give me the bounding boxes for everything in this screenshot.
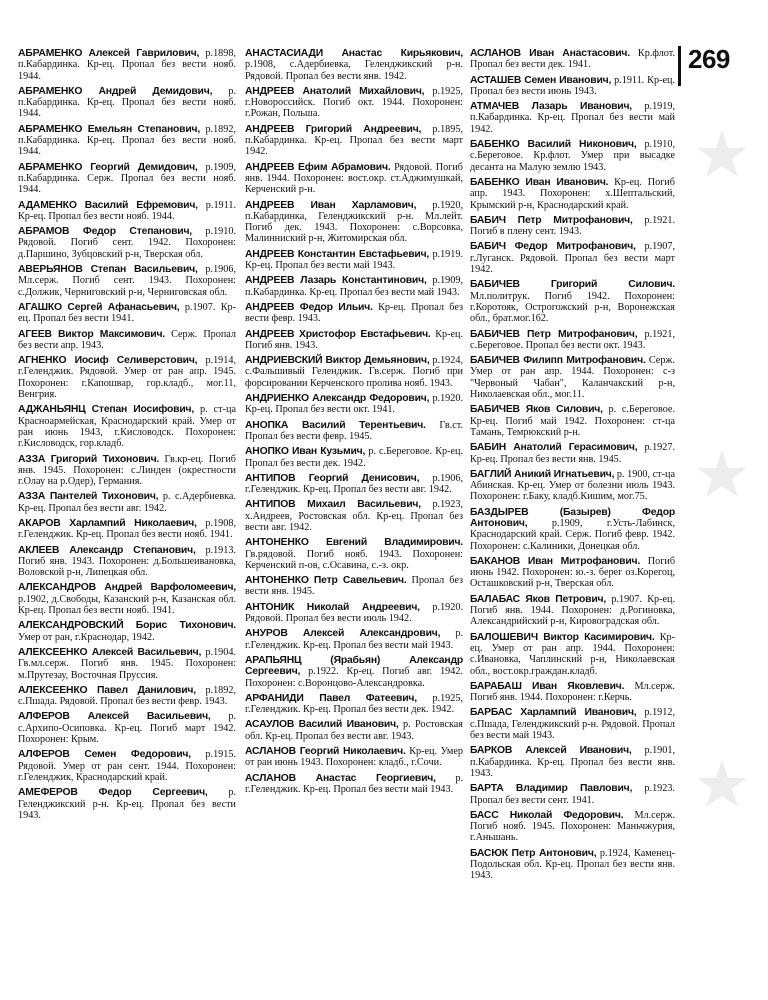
record-name: АДЖАНЬЯНЦ Степан Иосифович, bbox=[18, 404, 195, 416]
record-name: БАКАНОВ Иван Митрофанович. bbox=[470, 555, 641, 567]
record-entry bbox=[470, 681, 675, 704]
record-name: АНТОНЕНКО Петр Савельевич. bbox=[245, 575, 407, 587]
record-details: р.1892, п.Кабардинка. Кр-ец. Пропал без вести нояб. 1944. bbox=[18, 123, 236, 158]
record-details: Гв.рядовой. Погиб нояб. 1943. Похоронен: Керченский п-ов, с.Осавина, с.-з. окр. bbox=[245, 548, 463, 571]
record-name: АЛЕКСЕЕНКО Алексей Васильевич, bbox=[18, 646, 202, 658]
record-details: р. г.Геленджик. Кр-ец. Пропал без вести май 1943. bbox=[245, 628, 463, 651]
record-entry bbox=[18, 48, 236, 82]
record-name: БАСС Николай Федорович. bbox=[470, 809, 624, 821]
record-name: АНДРЕЕВ Ефим Абрамович. bbox=[245, 161, 391, 173]
record-entry bbox=[18, 647, 236, 681]
record-name: АСТАШЕВ Семен Иванович, bbox=[470, 74, 612, 86]
record-entry bbox=[18, 787, 236, 821]
record-details: Кр-ец. Погиб апр. 1943. Похоронен: х.Шептальский, Крымский р-н, Краснодарский край. bbox=[470, 176, 675, 211]
record-name: БАРАБАШ Иван Яковлевич. bbox=[470, 680, 625, 692]
record-details: Кр.флот. Пропал без вести дек. 1941. bbox=[470, 48, 675, 71]
record-name: АНТОНИК Николай Андреевич, bbox=[245, 601, 420, 613]
record-name: АНДРИЕВСКИЙ Виктор Демьянович, bbox=[245, 355, 430, 367]
record-details: р.1892, с.Пшада. Рядовой. Пропал без вести февр. 1943. bbox=[18, 684, 236, 708]
record-entry bbox=[470, 329, 675, 352]
record-name: АКАРОВ Харлампий Николаевич, bbox=[18, 517, 197, 529]
record-entry bbox=[245, 329, 463, 352]
record-entry bbox=[470, 745, 675, 779]
record-name: АЛФЕРОВ Семен Федорович, bbox=[18, 749, 191, 761]
record-name: БАБИЧЕВ Яков Силович, bbox=[470, 404, 603, 416]
record-name: АНТИПОВ Георгий Денисович, bbox=[245, 472, 420, 484]
record-details: р. 1900, ст-ца Абинская. Кр-ец. Умер от болезни июль 1943. Похоронен: г.Баку, кладб.Кишим, мог.75. bbox=[470, 468, 675, 503]
record-entry bbox=[18, 404, 236, 449]
record-details: р.1907. Кр-ец. Пропал без вести 1941. bbox=[18, 301, 236, 325]
record-name: АКЛЕЕВ Александр Степанович, bbox=[18, 544, 196, 556]
record-entry bbox=[245, 249, 463, 272]
record-entry bbox=[18, 454, 236, 488]
record-details: р.1902, д.Свободы, Казанский р-н, Казанская обл. Кр-ец. Пропал без вести нояб. 1941. bbox=[18, 593, 236, 617]
record-name: БАБЕНКО Иван Иванович. bbox=[470, 176, 609, 188]
record-details: р.1914, г.Геленджик. Рядовой. Умер от ран апр. 1945. Похоронен: г.Капошвар, гор.кладб., мог.11, Венгрия. bbox=[18, 355, 236, 401]
record-details: р.1910. Рядовой. Погиб сент. 1942. Похоронен: д.Паршино, Зубцовский р-н, Тверская обл. bbox=[18, 226, 236, 260]
record-details: р.1906, г.Геленджик. Кр-ец. Пропал без вести авг. 1942. bbox=[245, 472, 463, 496]
record-details: Кр-ец. Умер от ран июнь 1943. Похоронен: кладб., г.Сочи. bbox=[245, 746, 463, 769]
record-name: АСЛАНОВ Иван Анастасович. bbox=[470, 48, 630, 59]
record-details: р.1919, п.Кабардинка. Кр-ец. Пропал без вести май 1942. bbox=[470, 101, 675, 135]
record-entry bbox=[245, 393, 463, 416]
record-details: р. г.Геленджик. Кр-ец. Пропал без вести май 1943. bbox=[245, 772, 463, 795]
record-entry bbox=[245, 275, 463, 298]
record-details: р.1927. Кр-ец. Пропал без вести янв. 1945. bbox=[470, 442, 675, 465]
record-name: БАБИЧ Петр Митрофанович, bbox=[470, 214, 633, 226]
record-entry bbox=[18, 124, 236, 158]
record-entry bbox=[18, 582, 236, 616]
record-name: АНТОНЕНКО Евгений Владимирович. bbox=[245, 537, 463, 549]
record-entry bbox=[470, 48, 675, 71]
record-details: р.1908, г.Геленджик. Кр-ец. Пропал без вести нояб. 1941. bbox=[18, 517, 236, 541]
record-name: АНДРЕЕВ Христофор Евстафьевич. bbox=[245, 328, 431, 340]
record-name: АБРАМЕНКО Георгий Демидович, bbox=[18, 161, 198, 173]
record-entry bbox=[470, 783, 675, 806]
record-name: АНДРЕЕВ Лазарь Константинович, bbox=[245, 275, 427, 287]
record-details: Серж. Умер от ран апр. 1944. Похоронен: с-з "Червоный Чабан", Каланчакский р-н, Николаевская обл., мог.11. bbox=[470, 355, 675, 401]
record-entry bbox=[470, 139, 675, 173]
record-details: Мл.серж. Погиб нояб. 1945. Похоронен: Маньчжурия, г.Аньшань. bbox=[470, 809, 675, 844]
record-name: АНДРЕЕВ Григорий Андреевич, bbox=[245, 123, 422, 135]
record-name: БАГЛИЙ Аникий Игнатьевич, bbox=[470, 468, 615, 480]
record-details: р.1911. Кр-ец. Пропал без вести нояб. 1944. bbox=[18, 199, 236, 222]
page-number-rule bbox=[678, 46, 681, 86]
record-entry bbox=[18, 620, 236, 643]
record-entry bbox=[18, 545, 236, 579]
record-name: АГАШКО Сергей Афанасьевич, bbox=[18, 301, 180, 313]
record-details: Рядовой. Погиб янв. 1944. Похоронен: вост.окр. ст.Аджимушкай, Керченский р-н. bbox=[245, 161, 463, 196]
record-details: р.1907, г.Луганск. Рядовой. Пропал без вести март 1942. bbox=[470, 241, 675, 276]
record-details: р.1895, п.Кабардинка. Кр-ец. Пропал без вести март 1942. bbox=[245, 123, 463, 158]
record-name: АРАПЬЯНЦ (Ярабьян) Александр Сергеевич, bbox=[245, 654, 463, 678]
record-name: АНТИПОВ Михаил Васильевич, bbox=[245, 499, 421, 511]
record-details: р.1921. Погиб в плену сент. 1943. bbox=[470, 214, 675, 238]
record-name: АНУРОВ Алексей Александрович, bbox=[245, 628, 441, 640]
column-3 bbox=[470, 48, 675, 988]
record-entry bbox=[245, 746, 463, 769]
record-entry bbox=[470, 556, 675, 590]
record-entry bbox=[245, 773, 463, 796]
record-details: Кр-ец. Умер от ран апр. 1944. Похоронен: с.Ивановка, Чаплинский р-н, Николаевская обл., вост.окр.граждан.кладб. bbox=[470, 631, 675, 677]
record-details: р.1911. Кр-ец. Пропал без вести июнь 1943. bbox=[470, 74, 675, 97]
record-name: АГНЕНКО Иосиф Селиверстович, bbox=[18, 355, 198, 367]
record-entry bbox=[470, 215, 675, 238]
record-details: р.1907. Кр-ец. Погиб янв. 1944. Похоронен: д.Рогиновка, Александрийский р-н, Кировоградская обл. bbox=[470, 593, 675, 628]
record-entry bbox=[18, 711, 236, 745]
record-name: АНДРИЕНКО Александр Федорович, bbox=[245, 393, 430, 405]
record-details: р. с.Береговое. Кр-ец. Погиб май 1942. Похоронен: ст-ца Тамань, Темрюкский р-н. bbox=[470, 404, 675, 438]
record-name: БАБИЧЕВ Филипп Митрофанович. bbox=[470, 355, 646, 367]
record-details: р.1915. Рядовой. Умер от ран сент. 1944. Похоронен: г.Геленджик, Краснодарский край. bbox=[18, 749, 236, 783]
record-name: АСАУЛОВ Василий Иванович, bbox=[245, 719, 399, 731]
record-details: р.1908, с.Адербиевка, Геленджикский р-н. Рядовой. Пропал без вести янв. 1942. bbox=[245, 59, 463, 82]
record-name: БАБИЧЕВ Петр Митрофанович, bbox=[470, 328, 638, 340]
record-name: АНОПКА Василий Терентьевич. bbox=[245, 419, 426, 431]
record-details: р.1924, Каменец-Подольская обл. Кр-ец. Пропал без вести янв. 1943. bbox=[470, 847, 675, 882]
record-details: р.1921, с.Береговое. Пропал без вести окт. 1943. bbox=[470, 328, 675, 351]
record-details: р.1912, с.Пшада, Геленджикский р-н. Рядовой. Пропал без вести май 1943. bbox=[470, 707, 675, 742]
record-name: АБРАМЕНКО Алексей Гаврилович, bbox=[18, 48, 200, 59]
record-name: АНДРЕЕВ Анатолий Михайлович, bbox=[245, 85, 425, 97]
record-entry bbox=[470, 632, 675, 677]
record-name: АЛЕКСАНДРОВ Андрей Варфоломеевич, bbox=[18, 582, 236, 594]
record-details: Пропал без вести янв. 1945. bbox=[245, 575, 463, 598]
record-entry bbox=[18, 355, 236, 400]
record-entry bbox=[18, 264, 236, 298]
record-details: р.1923, х.Андреев, Ростовская обл. Кр-ец. Пропал без вести авг. 1942. bbox=[245, 499, 463, 533]
record-details: р.1898, п.Кабардинка. Кр-ец. Пропал без вести нояб. 1944. bbox=[18, 48, 236, 82]
record-name: АНАСТАСИАДИ Анастас Кирьякович, bbox=[245, 48, 463, 59]
record-entry bbox=[245, 420, 463, 443]
record-details: р.1920, п.Кабардинка, Геленджикский р-н. Мл.лейт. Погиб дек. 1943. Похоронен: с.Ворсовка, Малинниский р-н, Житомирская обл. bbox=[245, 199, 463, 245]
record-entry bbox=[18, 162, 236, 196]
column-2 bbox=[245, 48, 463, 988]
record-details: р.1924, с.Фальшивый Геленджик. Гв.серж. Погиб при форсировании Керченского пролива нояб. 1943. bbox=[245, 355, 463, 389]
record-entry bbox=[245, 200, 463, 245]
record-entry bbox=[245, 537, 463, 571]
record-name: АМЕФЕРОВ Федор Сергеевич, bbox=[18, 787, 208, 799]
record-entry bbox=[18, 685, 236, 708]
record-name: БАБИЧЕВ Григорий Силович. bbox=[470, 279, 675, 291]
record-name: АВЕРЬЯНОВ Степан Васильевич, bbox=[18, 264, 198, 276]
record-name: БАЛАБАС Яков Петрович, bbox=[470, 593, 607, 605]
record-name: АРФАНИДИ Павел Фатеевич, bbox=[245, 692, 417, 704]
record-entry bbox=[18, 329, 236, 352]
record-details: р. с.Адербиевка. Кр-ец. Пропал без вести авг. 1942. bbox=[18, 491, 236, 514]
record-name: БАБЕНКО Василий Никонович, bbox=[470, 139, 637, 151]
record-details: Гв.ст. Пропал без вести февр. 1945. bbox=[245, 419, 463, 442]
record-name: АЗЗА Пантелей Тихонович, bbox=[18, 491, 159, 503]
record-entry bbox=[470, 469, 675, 503]
record-entry bbox=[470, 241, 675, 275]
record-details: Гв.кр-ец. Погиб янв. 1945. Похоронен: с.Линден (окрестности г.Олау на р.Одер), Германия. bbox=[18, 453, 236, 488]
record-entry bbox=[470, 707, 675, 741]
record-details: р.1913. Погиб янв. 1943. Похоронен: д.Большеивановка, Воловской р-н, Липецкая обл. bbox=[18, 544, 236, 579]
record-details: р.1925, г.Новороссийск. Погиб окт. 1944. Похоронен: г.Рожан, Польша. bbox=[245, 85, 463, 120]
record-name: АЛФЕРОВ Алексей Васильевич, bbox=[18, 711, 211, 723]
record-entry bbox=[245, 302, 463, 325]
record-entry bbox=[470, 101, 675, 135]
record-details: р. Геленджикский р-н. Кр-ец. Пропал без вести 1943. bbox=[18, 787, 236, 821]
record-details: р. п.Кабардинка. Кр-ец. Пропал без вести нояб. 1944. bbox=[18, 85, 236, 120]
record-entry bbox=[18, 200, 236, 223]
record-entry bbox=[470, 279, 675, 324]
page-number: 269 bbox=[688, 44, 730, 74]
record-entry bbox=[245, 48, 463, 82]
record-details: р. с.Архипо-Осиповка. Кр-ец. Погиб март 1942. Похоронен: Крым. bbox=[18, 711, 236, 746]
record-entry bbox=[18, 302, 236, 325]
record-details: Кр-ец. Пропал без вести февр. 1943. bbox=[245, 301, 463, 325]
record-entry bbox=[245, 719, 463, 742]
record-name: АСЛАНОВ Анастас Георгиевич, bbox=[245, 772, 436, 784]
record-details: р. Ростовская обл. Кр-ец. Пропал без вести авг. 1943. bbox=[245, 719, 463, 742]
record-details: Мл.серж. Погиб янв. 1944. Похоронен: г.Керчь. bbox=[470, 680, 675, 704]
record-name: АБРАМОВ Федор Степанович, bbox=[18, 226, 192, 238]
record-entry bbox=[470, 810, 675, 844]
record-entry bbox=[18, 518, 236, 541]
record-entry bbox=[470, 594, 675, 628]
record-details: р.1920. Рядовой. Пропал без вести июль 1942. bbox=[245, 601, 463, 625]
record-name: БАЛОШЕВИЧ Виктор Касимирович. bbox=[470, 631, 655, 643]
record-details: р.1901, п.Кабардинка. Кр-ец. Пропал без вести янв. 1943. bbox=[470, 745, 675, 779]
record-details: р.1910, с.Береговое. Кр.флот. Умер при высадке десанта на Малую землю 1943. bbox=[470, 139, 675, 173]
record-details: Серж. Пропал без вести апр. 1943. bbox=[18, 328, 236, 351]
record-entry bbox=[470, 177, 675, 211]
record-entry bbox=[470, 442, 675, 465]
record-name: БАЗДЫРЕВ (Базырев) Федор Антонович, bbox=[470, 506, 675, 529]
record-details: р.1922. Кр-ец. Погиб авг. 1942. Похоронен: с.Воронцово-Александровка. bbox=[245, 666, 463, 689]
record-name: АДАМЕНКО Василий Ефремович, bbox=[18, 199, 198, 211]
record-name: АНОПКО Иван Кузьмич, bbox=[245, 446, 366, 458]
record-entry bbox=[470, 355, 675, 400]
record-entry bbox=[470, 507, 675, 552]
record-name: БАРКОВ Алексей Иванович, bbox=[470, 745, 632, 757]
record-entry bbox=[18, 749, 236, 783]
record-entry bbox=[470, 848, 675, 882]
record-entry bbox=[245, 499, 463, 533]
record-name: АБРАМЕНКО Емельян Степанович, bbox=[18, 123, 201, 135]
record-name: АТМАЧЕВ Лазарь Иванович, bbox=[470, 101, 632, 113]
record-details: р.1906, Мл.серж. Погиб сент. 1943. Похоронен: с.Должик, Черниговский р-н, Черниговская обл. bbox=[18, 264, 236, 298]
record-name: БАСЮК Петр Антонович, bbox=[470, 847, 597, 859]
record-details: р.1909, г.Усть-Лабинск, Краснодарский край. Серж. Погиб февр. 1942. Похоронен: с.Калиники, Донецкая обл. bbox=[470, 517, 675, 552]
record-entry bbox=[18, 86, 236, 120]
record-entry bbox=[245, 655, 463, 689]
record-entry bbox=[245, 446, 463, 469]
record-name: АГЕЕВ Виктор Максимович. bbox=[18, 328, 165, 340]
record-details: Умер от ран, г.Краснодар, 1942. bbox=[18, 631, 155, 643]
record-entry bbox=[18, 226, 236, 260]
record-name: АСЛАНОВ Георгий Николаевич. bbox=[245, 746, 406, 758]
record-details: р.1923. Пропал без вести сент. 1941. bbox=[470, 783, 675, 806]
memorial-watermark-icon bbox=[692, 120, 752, 970]
record-name: АНДРЕЕВ Иван Харламович, bbox=[245, 199, 417, 211]
record-name: АЗЗА Григорий Тихонович. bbox=[18, 453, 160, 465]
record-details: р. ст-ца Красноармейская, Краснодарский край. Умер от ран июнь 1943, г.Кисловодск. Похоронен: г.Кисловодск, гор.кладб. bbox=[18, 404, 236, 450]
record-entry bbox=[245, 602, 463, 625]
record-name: АНДРЕЕВ Константин Евстафьевич, bbox=[245, 248, 430, 260]
record-entry bbox=[245, 628, 463, 651]
record-entry bbox=[245, 575, 463, 598]
record-details: р.1904. Гв.мл.серж. Погиб янв. 1945. Похоронен: м.Прутезау, Восточная Пруссия. bbox=[18, 646, 236, 681]
record-entry bbox=[245, 355, 463, 389]
record-name: АЛЕКСАНДРОВСКИЙ Борис Тихонович. bbox=[18, 620, 236, 632]
record-details: р.1925, г.Геленджик. Кр-ец. Пропал без вести дек. 1942. bbox=[245, 692, 463, 716]
record-entry bbox=[245, 693, 463, 716]
record-entry bbox=[245, 162, 463, 196]
record-details: Мл.политрук. Погиб 1942. Похоронен: г.Коротояк, Острогожский р-н, Воронежская обл., брат.мог.162. bbox=[470, 290, 675, 325]
record-name: АЛЕКСЕЕНКО Павел Данилович, bbox=[18, 684, 196, 696]
record-entry bbox=[470, 75, 675, 98]
record-name: БАРБАС Харлампий Иванович, bbox=[470, 707, 637, 719]
record-entry bbox=[245, 473, 463, 496]
record-entry bbox=[470, 404, 675, 438]
record-details: р.1909, п.Кабардинка. Кр-ец. Пропал без вести май 1943. bbox=[245, 275, 463, 298]
record-entry bbox=[245, 86, 463, 120]
record-details: р. с.Береговое. Кр-ец. Пропал без вести дек. 1942. bbox=[245, 446, 463, 469]
record-name: БАРТА Владимир Павлович, bbox=[470, 783, 633, 795]
record-details: р.1909, п.Кабардинка. Серж. Пропал без вести нояб. 1944. bbox=[18, 161, 236, 196]
record-name: АБРАМЕНКО Андрей Демидович, bbox=[18, 85, 213, 97]
record-details: Кр-ец. Погиб янв. 1943. bbox=[245, 328, 463, 351]
record-name: БАБИЧ Федор Митрофанович, bbox=[470, 241, 636, 253]
record-entry bbox=[18, 491, 236, 514]
record-entry bbox=[245, 124, 463, 158]
record-details: р.1920. Кр-ец. Пропал без вести окт. 1941. bbox=[245, 393, 463, 416]
record-name: БАБИН Анатолий Герасимович, bbox=[470, 442, 638, 454]
record-details: р.1919. Кр-ец. Пропал без вести май 1943. bbox=[245, 248, 463, 272]
record-name: АНДРЕЕВ Федор Ильич. bbox=[245, 301, 373, 313]
column-1 bbox=[18, 48, 236, 988]
record-details: Погиб июнь 1942. Похоронен: ю.-з. берег оз.Корегоц, Осташковский р-н, Тверская обл. bbox=[470, 555, 675, 590]
